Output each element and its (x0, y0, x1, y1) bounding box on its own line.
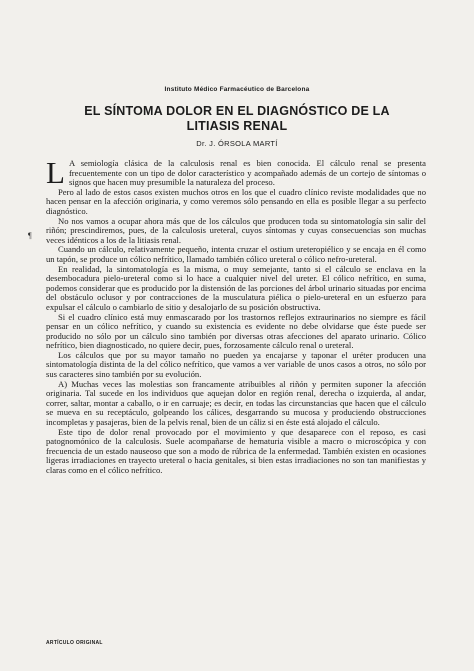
paragraph-8: A) Muchas veces las molestias son francamente atribuibles al riñón y permiten suponer la afección originaria. Tal sucede en los individuos que aquejan dolor en región renal, derecha o izquierda, al andar, correr, saltar, montar a caballo, o ir en carruaje; es decir, en todas las circunstancias que hacen que el cálculo se mueva en su receptáculo, golpeando los cálices, desgarrando su mucosa y produciendo obstrucciones incompletas y pasajeras, bien de la pelvis renal, bien de un cáliz si en éste está alojado el cálculo. (46, 378, 426, 428)
paragraph-4: Cuando un cálculo, relativamente pequeño, intenta cruzar el ostium ureteropiélico y se encaja en él como un tapón, se produce un cólico nefrítico, llamado también cólico ureteral o cólico nefro-ureteral. (46, 244, 426, 264)
paragraph-9: Este tipo de dolor renal provocado por el movimiento y que desaparece con el reposo, es casi patognomónico de la calculosis. Suele acompañarse de hematuria visible a macro o microscópica y con frecuencia de un estado nauseoso que son a modo de rúbrica de la enfermedad. También existen en ocasiones ligeras irradiaciones en trayecto ureteral o hacia genitales, si bien estas irradiaciones no son tan manifiestas y claras como en el cólico nefrítico. (46, 426, 426, 475)
margin-mark-icon: ¶ (28, 231, 32, 240)
section-label: ARTÍCULO ORIGINAL (46, 640, 103, 646)
drop-cap: L (46, 155, 65, 190)
paragraph-1 (46, 155, 426, 190)
author-byline: Dr. J. ÓRSOLA MARTÍ (196, 139, 278, 148)
paragraph-6: Si el cuadro clínico está muy enmascarado por los trastornos reflejos extraurinarios no siempre es fácil pensar en un cólico nefrítico, y cuando su existencia es evidente no debe olvidarse que éste puede ser producido no sólo por un cálculo sino también por diversas otras afecciones del aparato urinario. Cólico nefrítico, bien diagnosticado, no quiere decir, pues, forzosamente cálculo renal o ureteral. (46, 311, 426, 351)
article-title (40, 104, 434, 134)
paragraph-2: Pero al lado de estos casos existen muchos otros en los que el cuadro clínico reviste modalidades que no hacen pensar en la afección originaria, y como veremos sólo pensando en ella es posible llegar a su perfecto diagnóstico. (46, 186, 426, 216)
title-line-1: EL SÍNTOMA DOLOR EN EL DIAGNÓSTICO DE LA (84, 104, 390, 118)
title-line-2: LITIASIS RENAL (186, 119, 288, 133)
paragraph-5: En realidad, la sintomatología es la misma, o muy semejante, tanto si el cálculo se enclava en la desembocadura pielo-ureteral como si lo hace a cualquier nivel del ureter. El cólico nefrítico, en suma, podemos considerar que es producido por la distensión de las porciones del árbol urinario situadas por encima del obstáculo oclusor y por contracciones de la musculatura piélica o pielo-ureteral en un esfuerzo para expulsar el cálculo o cambiarlo de sitio y desalojarlo de su posición obstructiva. (46, 263, 426, 312)
paragraph-1-text: A semiología clásica de la calculosis renal es bien conocida. El cálculo renal se presenta frecuentemente con un tipo de dolor característico y acompañado además de un cortejo de síntomas o signos que hacen muy presumible la naturaleza del proceso. (68, 158, 426, 188)
institute-header: Instituto Médico Farmacéutico de Barcelona (164, 86, 310, 93)
paragraph-3: No nos vamos a ocupar ahora más que de los cálculos que producen toda su sintomatología sin salir del riñón; prescindiremos, pues, de la calculosis ureteral, cuyos síntomas y cuyas consecuencias son muchas veces idénticos a los de la litiasis renal. (46, 215, 426, 245)
paragraph-7: Los cálculos que por su mayor tamaño no pueden ya encajarse y taponar el uréter producen una sintomatología distinta de la del cólico nefrítico, que vamos a ver variable de unos casos a otros, no sólo por sus caracteres sino también por su evolución. (46, 349, 426, 380)
article-body (46, 155, 426, 476)
